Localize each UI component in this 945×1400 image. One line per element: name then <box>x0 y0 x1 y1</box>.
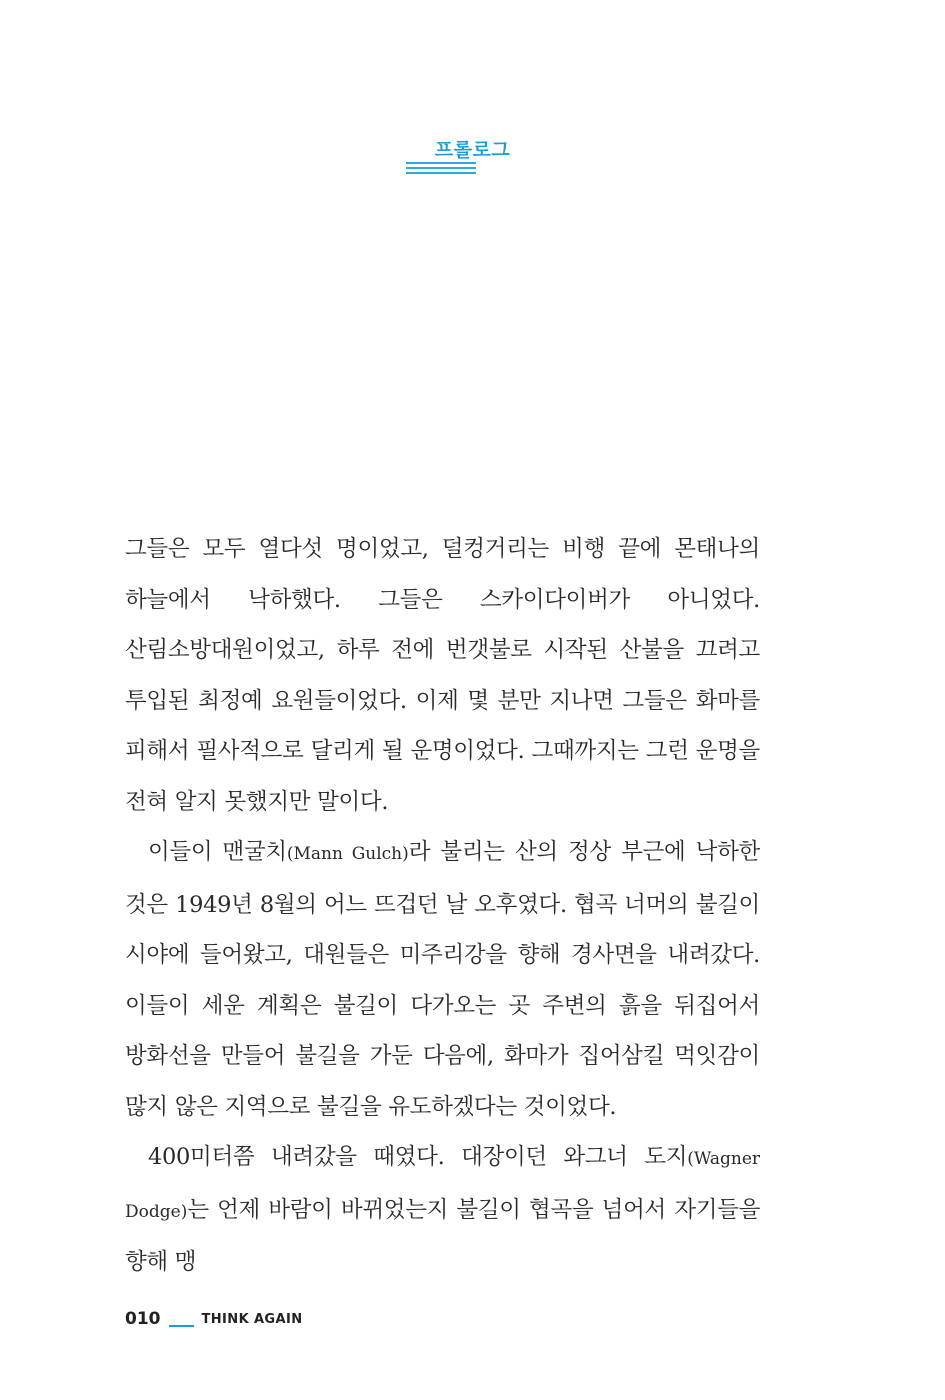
paragraph-2 <box>125 827 760 1132</box>
paragraph-text: 라 불리는 산의 정상 부근에 낙하한 것은 1949년 8월의 어느 뜨겁던 날 오후였다. 협곡 너머의 불길이 시야에 들어왔고, 대원들은 미주리강을 향해 경사면을 내려갔다. 이들이 세운 계획은 불길이 다가오는 곳 주변의 흙을 뒤집어서 방화선을 만들어 불길을 가둔 다음에, 화마가 집어삼킬 먹잇감이 많지 않은 지역으로 불길을 유도하겠다는 것이었다. <box>125 839 760 1120</box>
chapter-title: 프롤로그 <box>434 139 511 161</box>
title-underline-3 <box>406 172 476 174</box>
paragraph-1 <box>125 524 760 827</box>
page-number: 010 <box>125 1309 161 1329</box>
english-annotation: (Mann Gulch) <box>286 844 409 864</box>
english-annotation: (Wagner Dodge) <box>125 1149 760 1222</box>
paragraph-3 <box>125 1132 760 1288</box>
book-title: THINK AGAIN <box>201 1312 303 1327</box>
page-footer <box>125 1305 302 1329</box>
footer-rule <box>169 1325 194 1327</box>
paragraph-text: 400미터쯤 내려갔을 때였다. 대장이던 와그너 도지 <box>148 1144 688 1170</box>
paragraph-text: 그들은 모두 열다섯 명이었고, 덜컹거리는 비행 끝에 몬태나의 하늘에서 낙하했다. 그들은 스카이다이버가 아니었다. 산림소방대원이었고, 하루 전에 번갯불로 시작된 산불을 끄려고 투입된 최정예 요원들이었다. 이제 몇 분만 지나면 그들은 화마를 피해서 필사적으로 달리게 될 운명이었다. 그때까지는 그런 운명을 전혀 알지 못했지만 말이다. <box>125 536 760 815</box>
paragraph-text: 는 언제 바람이 바뀌었는지 불길이 협곡을 넘어서 자기들을 향해 맹 <box>125 1196 760 1275</box>
paragraph-text: 이들이 맨굴치 <box>148 839 287 865</box>
body-text <box>125 524 760 1288</box>
title-underline-1 <box>406 162 476 164</box>
title-underline-2 <box>406 167 476 169</box>
